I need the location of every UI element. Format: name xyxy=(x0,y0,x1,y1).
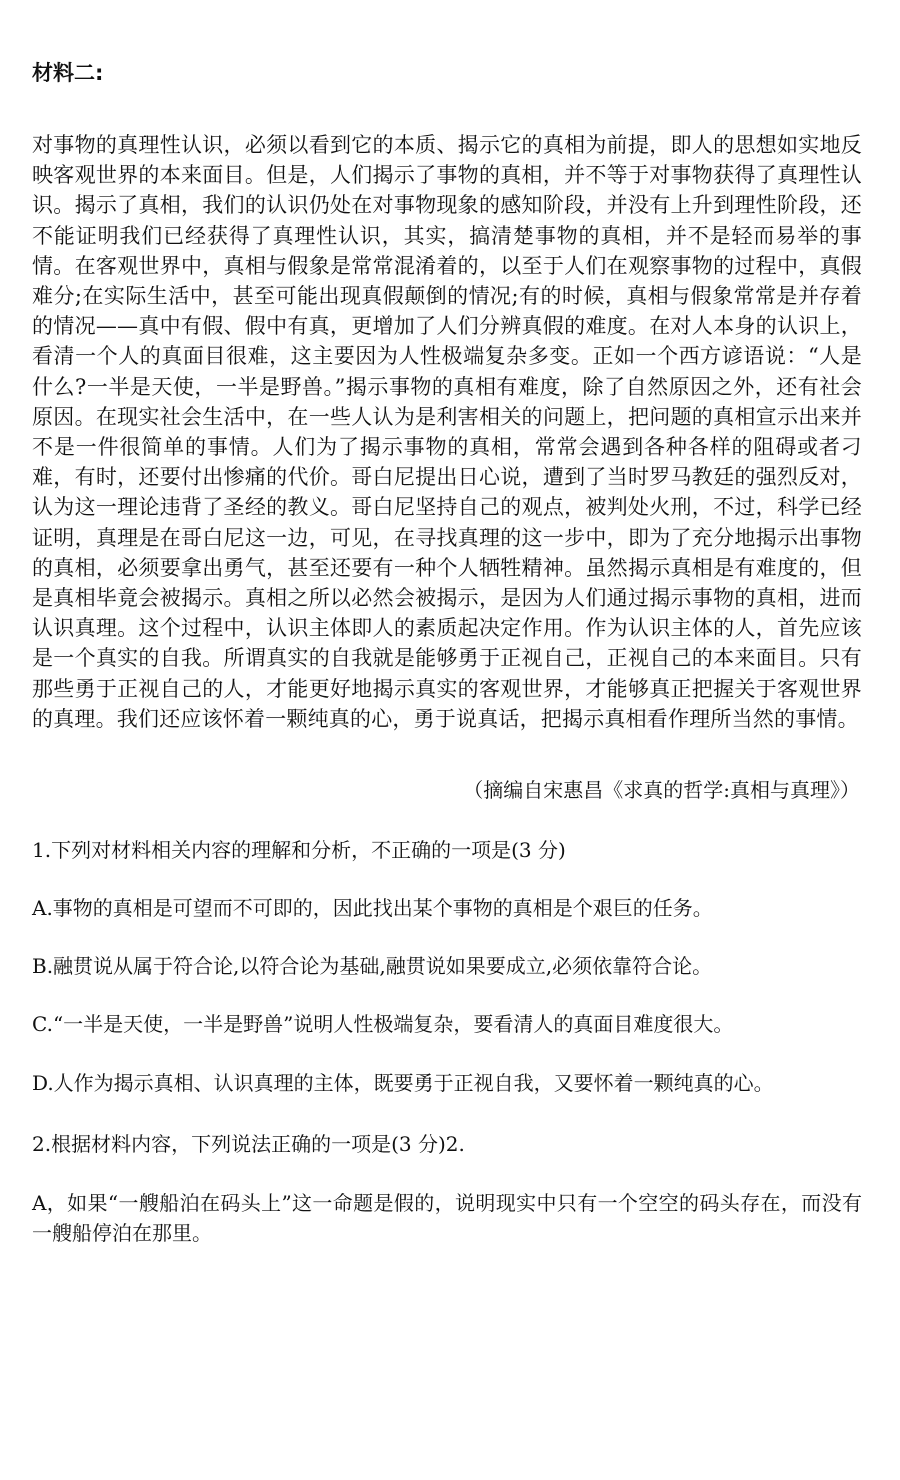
source-citation: （摘编自宋惠昌《求真的哲学:真相与真理》） xyxy=(463,778,860,803)
question-2-option-a: A，如果“一艘船泊在码头上”这一命题是假的，说明现实中只有一个空空的码头存在，而没有一艘船停泊在那里。 xyxy=(32,1191,862,1246)
question-1-option-c: C.“一半是天使，一半是野兽”说明人性极端复杂，要看清人的真面目难度很大。 xyxy=(32,1012,734,1037)
material-heading: 材料二: xyxy=(32,61,104,85)
question-1-option-b: B.融贯说从属于符合论,以符合论为基础,融贯说如果要成立,必须依靠符合论。 xyxy=(32,954,713,979)
question-1-option-d: D.人作为揭示真相、认识真理的主体，既要勇于正视自我，又要怀着一颗纯真的心。 xyxy=(32,1071,774,1096)
question-1-option-a: A.事物的真相是可望而不可即的，因此找出某个事物的真相是个艰巨的任务。 xyxy=(32,896,713,921)
exam-page xyxy=(32,58,862,1248)
question-2-stem: 2.根据材料内容，下列说法正确的一项是(3 分)2. xyxy=(32,1132,465,1157)
question-1-stem: 1.下列对材料相关内容的理解和分析，不正确的一项是(3 分) xyxy=(32,838,566,863)
material-paragraph: 对事物的真理性认识，必须以看到它的本质、揭示它的真相为前提，即人的思想如实地反映客观世界的本来面目。但是，人们揭示了事物的真相，并不等于对事物获得了真理性认识。揭示了真相，我们的认识仍处在对事物现象的感知阶段，并没有上升到理性阶段，还不能证明我们已经获得了真理性认识，其实，搞清楚事物的真相，并不是轻而易举的事情。在客观世界中，真相与假象是常常混淆着的，以至于人们在观察事物的过程中，真假难分;在实际生活中，甚至可能出现真假颠倒的情况;有的时候，真相与假象常常是并存着的情况——真中有假、假中有真，更增加了人们分辨真假的难度。在对人本身的认识上，看清一个人的真面目很难，这主要因为人性极端复杂多变。正如一个西方谚语说：“人是什么?一半是天使，一半是野兽。”揭示事物的真相有难度，除了自然原因之外，还有社会原因。在现实社会生活中，在一些人认为是利害相关的问题上，把问题的真相宣示出来并不是一件很简单的事情。人们为了揭示事物的真相，常常会遇到各种各样的阻碍或者刁难，有时，还要付出惨痛的代价。哥白尼提出日心说，遭到了当时罗马教廷的强烈反对，认为这一理论违背了圣经的教义。哥白尼坚持自己的观点，被判处火刑，不过，科学已经证明，真理是在哥白尼这一边，可见，在寻找真理的这一步中，即为了充分地揭示出事物的真相，必须要拿出勇气，甚至还要有一种个人牺牲精神。虽然揭示真相是有难度的，但是真相毕竟会被揭示。真相之所以必然会被揭示，是因为人们通过揭示事物的真相，进而认识真理。这个过程中，认识主体即人的素质起决定作用。作为认识主体的人，首先应该是一个真实的自我。所谓真实的自我就是能够勇于正视自己，正视自己的本来面目。只有那些勇于正视自己的人，才能更好地揭示真实的客观世界，才能够真正把握关于客观世界的真理。我们还应该怀着一颗纯真的心，勇于说真话，把揭示真相看作理所当然的事情。 xyxy=(32,133,862,731)
